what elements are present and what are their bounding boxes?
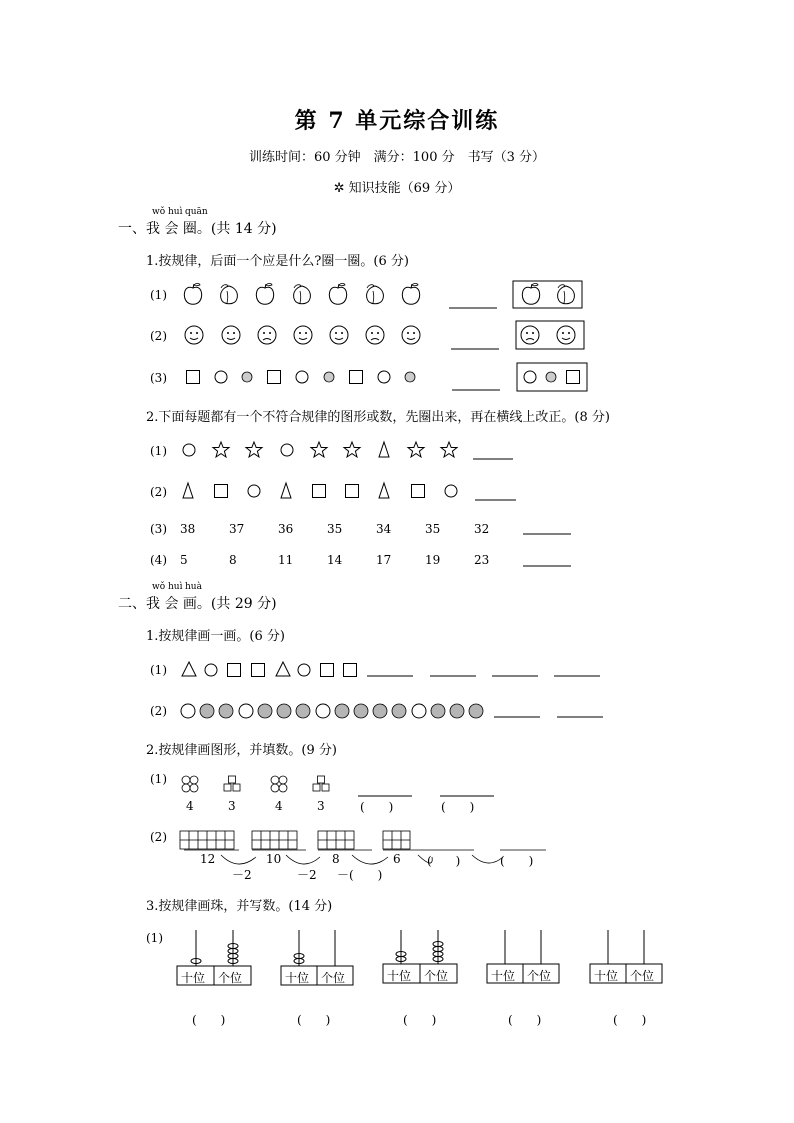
answer-blank[interactable]: ( ) (192, 1013, 226, 1027)
tens-label: 十位 (491, 969, 516, 983)
answer-blank[interactable]: ( ) (297, 1013, 331, 1027)
exam-info: 训练时间：60 分钟 满分：100 分 书写（3 分） (248, 150, 546, 165)
section1-suffix: 。(共 14 分) (196, 221, 277, 237)
s2-q2-grids (180, 831, 546, 864)
ones-label: 个位 (527, 969, 552, 983)
s2-q3-text: 3.按规律画珠，并写数。(14 分) (146, 899, 333, 914)
s2-q2-label-2: (2) (150, 830, 167, 844)
count: 12 (200, 852, 216, 866)
s1-q2-label-2: (2) (150, 485, 167, 499)
tens-label: 十位 (285, 971, 310, 985)
fruit-row (184, 281, 582, 308)
pinyin: quān (185, 207, 208, 217)
ones-label: 个位 (424, 969, 449, 983)
ones-label: 个位 (321, 971, 346, 985)
count: 6 (393, 852, 401, 866)
number: 35 (425, 522, 441, 536)
number: 11 (278, 553, 294, 567)
minus-label: －2 (232, 868, 252, 882)
number: 23 (474, 553, 490, 567)
answer-blank[interactable]: ( ) (403, 1013, 437, 1027)
answer-blank[interactable]: ( ) (508, 1013, 542, 1027)
number: 5 (180, 553, 188, 567)
count: 8 (332, 852, 340, 866)
number: 38 (180, 522, 196, 536)
ones-label: 个位 (630, 969, 655, 983)
s1-q1-label-1: (1) (150, 288, 167, 302)
answer-blank[interactable]: ( ) (360, 800, 394, 814)
minus-label: －2 (297, 868, 317, 882)
number: 19 (425, 553, 441, 567)
pinyin: wǒ huì (152, 207, 183, 217)
tens-label: 十位 (594, 969, 619, 983)
s1-q1-label-2: (2) (150, 329, 167, 343)
s1-q2-text: 2.下面每题都有一个不符合规律的图形或数，先圈出来，再在横线上改正。(8 分) (146, 410, 610, 425)
number: 17 (376, 553, 392, 567)
tens-label: 十位 (181, 971, 206, 985)
answer-blank[interactable]: ( ) (427, 854, 461, 868)
number: 37 (229, 522, 245, 536)
section1-char: 圈 (182, 221, 197, 237)
s2-q1-row1 (182, 662, 600, 677)
abacus-group (177, 930, 662, 985)
answer-blank[interactable]: ( ) (613, 1013, 647, 1027)
page-title: 第 7 单元综合训练 (294, 108, 500, 134)
s2-q2-row1 (182, 776, 494, 796)
s2-q1-label-1: (1) (150, 663, 167, 677)
s2-q2-text: 2.按规律画图形，并填数。(9 分) (146, 743, 337, 758)
minus-label: －( ) (337, 868, 383, 882)
s2-q1-label-2: (2) (150, 704, 167, 718)
s1-q2-label-4: (4) (150, 553, 167, 567)
number: 34 (376, 522, 392, 536)
section2-heading (118, 593, 277, 613)
number: 36 (278, 522, 294, 536)
section2-prefix: 二、我 会 (118, 596, 179, 612)
s1-q1-text: 1.按规律，后面一个应是什么?圈一圈。(6 分) (146, 254, 409, 269)
face-row (185, 321, 584, 349)
shape-row (187, 363, 588, 391)
pinyin: wǒ huì (152, 582, 183, 592)
s2-q2-label-1: (1) (150, 772, 167, 786)
number: 14 (327, 553, 343, 567)
s1-q1-label-3: (3) (150, 371, 167, 385)
number: 32 (474, 522, 490, 536)
s2-q3-label-1: (1) (146, 931, 163, 945)
pinyin: huà (185, 582, 202, 592)
section2-char: 画 (182, 596, 197, 612)
count: 3 (228, 799, 236, 813)
number: 8 (229, 553, 237, 567)
s2-q1-row2 (181, 704, 603, 718)
count: 3 (317, 799, 325, 813)
section2-suffix: 。(共 29 分) (196, 596, 277, 612)
q2-row1 (183, 442, 513, 459)
s1-q2-label-1: (1) (150, 444, 167, 458)
section-subtitle: ✲ 知识技能（69 分） (333, 181, 461, 196)
tens-label: 十位 (387, 969, 412, 983)
count: 10 (266, 852, 282, 866)
s2-q1-text: 1.按规律画一画。(6 分) (146, 629, 285, 644)
section1-prefix: 一、我 会 (118, 221, 179, 237)
ones-label: 个位 (218, 971, 243, 985)
answer-blank[interactable]: ( ) (441, 800, 475, 814)
answer-blank[interactable]: ( ) (500, 854, 534, 868)
count: 4 (275, 799, 283, 813)
s1-q2-label-3: (3) (150, 522, 167, 536)
q2-row2 (183, 483, 516, 500)
number: 35 (327, 522, 343, 536)
count: 4 (186, 799, 194, 813)
